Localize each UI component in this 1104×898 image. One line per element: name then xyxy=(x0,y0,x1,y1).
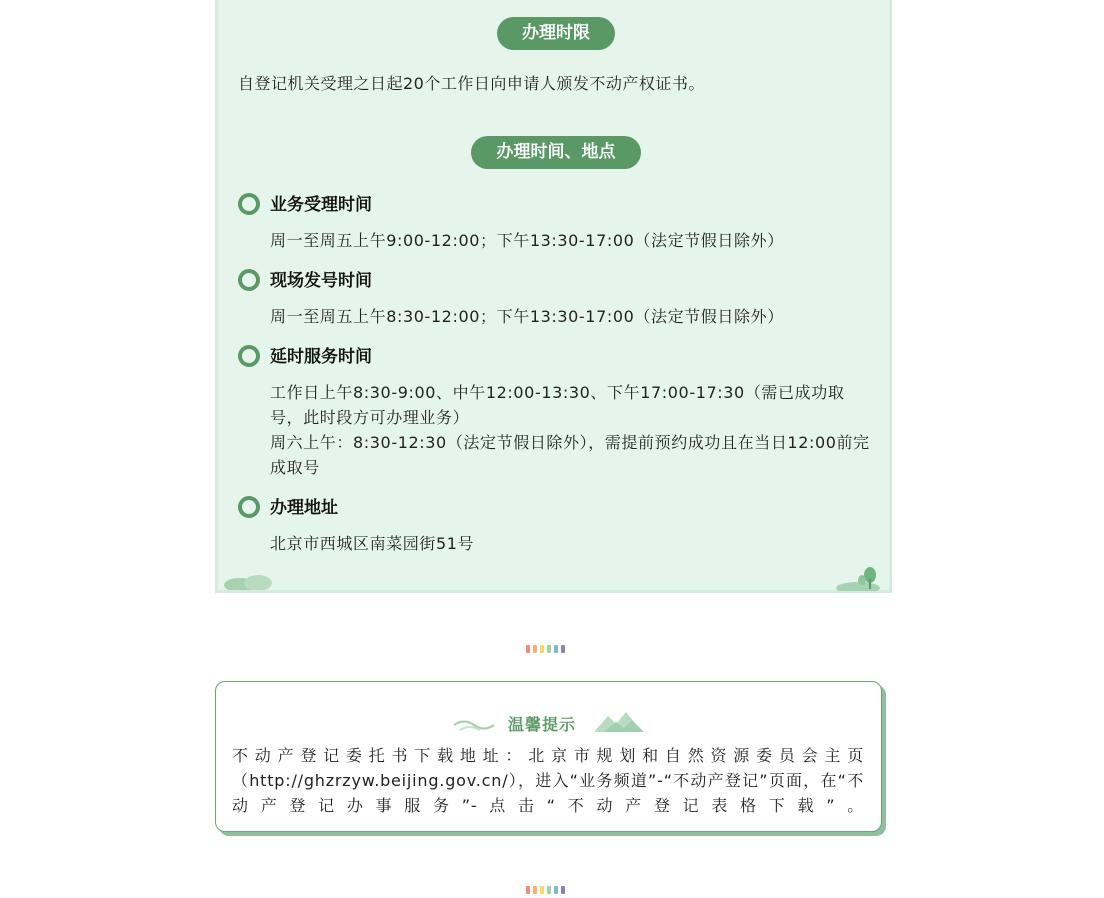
item-text: 周一至周五上午9:00-12:00；下午13:30-17:00（法定节假日除外） xyxy=(270,231,784,250)
cloud-hill-icon xyxy=(222,570,282,590)
mountain-icon xyxy=(594,708,644,734)
item-text: 周一至周五上午8:30-12:00；下午13:30-17:00（法定节假日除外） xyxy=(270,307,784,326)
tip-box xyxy=(215,681,882,832)
section-pill-time-limit: 办理时限 xyxy=(497,17,615,50)
item-title: 办理地址 xyxy=(270,498,338,518)
tree-hill-icon xyxy=(836,565,888,591)
item-title: 延时服务时间 xyxy=(270,347,372,367)
wave-icon xyxy=(452,716,496,734)
item-title: 现场发号时间 xyxy=(270,271,372,291)
bullet-icon xyxy=(238,193,260,215)
divider-dots-bottom xyxy=(526,879,568,887)
item-title: 业务受理时间 xyxy=(270,195,372,215)
time-limit-text: 自登记机关受理之日起20个工作日向申请人颁发不动产权证书。 xyxy=(238,74,705,93)
section-pill-time-place: 办理时间、地点 xyxy=(471,136,641,169)
bullet-icon xyxy=(238,345,260,367)
bullet-icon xyxy=(238,496,260,518)
info-panel xyxy=(215,0,892,593)
tip-title: 温馨提示 xyxy=(508,715,577,734)
item-text-2: 周六上午：8:30-12:30（法定节假日除外），需提前预约成功且在当日12:00前完成取号 xyxy=(270,433,870,477)
item-text: 北京市西城区南菜园街51号 xyxy=(270,534,475,553)
tip-body: 不动产登记委托书下载地址：北京市规划和自然资源委员会主页（http://ghzrzyw.beijing.gov.cn/），进入“业务频道”-“不动产登记”页面，在“不动产登记办事服务”-点击“不动产登记表格下载”。 xyxy=(232,746,864,815)
bullet-icon xyxy=(238,269,260,291)
item-text: 工作日上午8:30-9:00、中午12:00-13:30、下午17:00-17:30（需已成功取号，此时段方可办理业务） xyxy=(270,383,845,427)
divider-dots xyxy=(526,638,568,646)
